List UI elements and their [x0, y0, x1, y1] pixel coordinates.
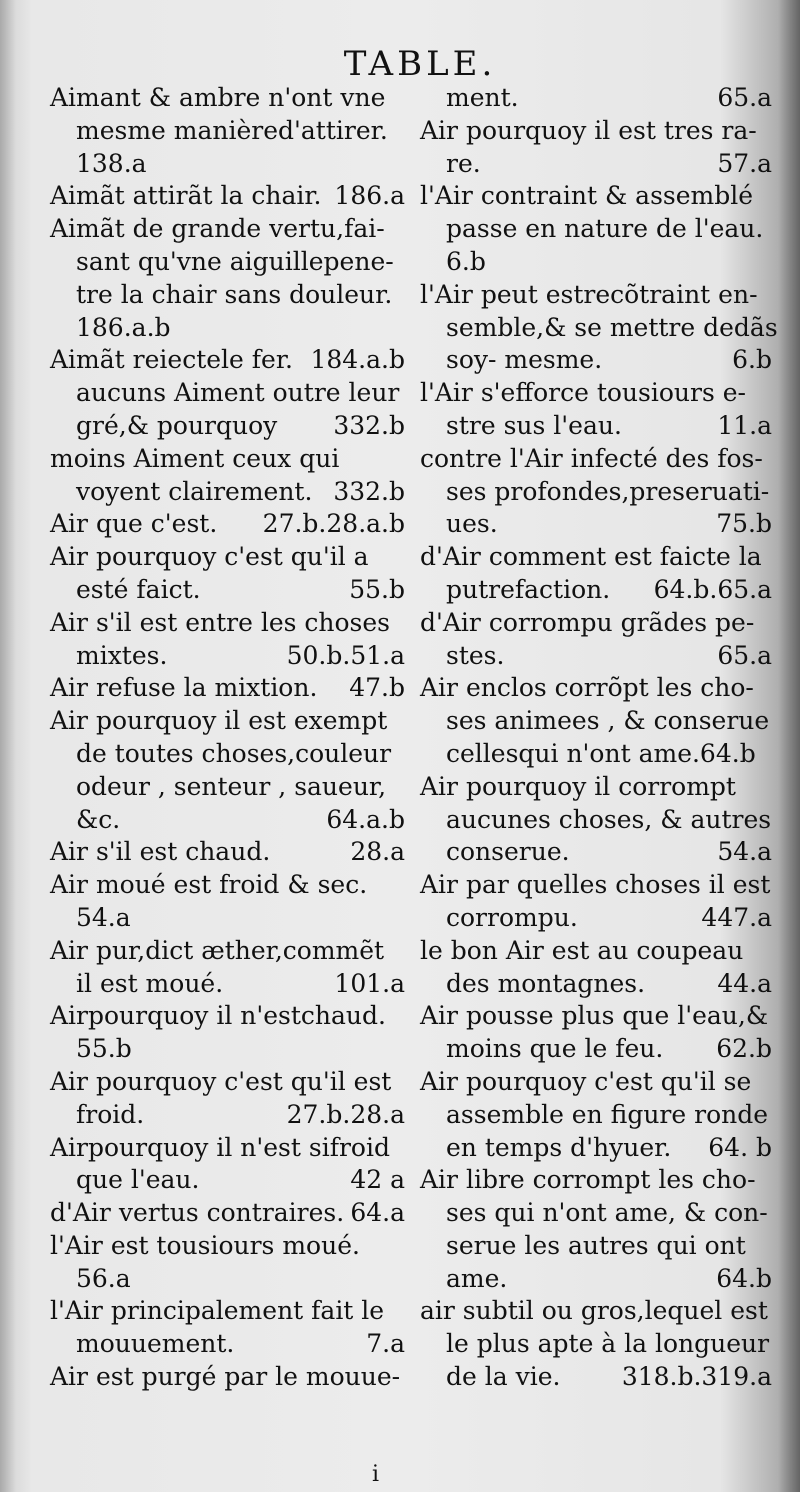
- entry-text: l'Air contraint & assemblé: [420, 181, 754, 211]
- page-reference: 64.b: [716, 1263, 772, 1293]
- entry-text: corrompu.: [446, 902, 578, 932]
- index-entry-line: [420, 508, 772, 541]
- entry-text: Air refuse la mixtion.: [50, 673, 318, 703]
- page-reference: 44.a: [717, 968, 772, 998]
- entry-text: en temps d'hyuer.: [446, 1132, 672, 1162]
- entry-text: mouuement.: [76, 1329, 235, 1359]
- entry-text: Air pourquoy il est tres ra-: [420, 115, 757, 145]
- index-entry-line: [420, 1328, 772, 1361]
- index-entry-line: [50, 1000, 405, 1033]
- entry-text: Air que c'est.: [50, 509, 218, 539]
- entry-text: Air enclos corrõpt les cho-: [420, 673, 754, 703]
- entry-text: que l'eau.: [76, 1165, 200, 1195]
- entry-text: Air pousse plus que l'eau,&: [420, 1001, 769, 1031]
- right-column: [420, 82, 778, 1394]
- entry-text: Air libre corrompt les cho-: [420, 1165, 756, 1195]
- index-entry-line: [50, 115, 405, 148]
- entry-text: Air pourquoy c'est qu'il se: [420, 1066, 752, 1096]
- page-reference: 28.a: [350, 837, 405, 867]
- entry-text: l'Air est tousiours moué.: [50, 1230, 360, 1260]
- entry-text: passe en nature de l'eau.: [446, 214, 764, 244]
- entry-text: air subtil ou gros,lequel est: [420, 1296, 768, 1326]
- index-entry-line: [50, 902, 405, 935]
- entry-text: ues.: [446, 509, 498, 539]
- entry-text: de toutes choses,couleur: [76, 738, 392, 768]
- index-entry-line: [50, 1230, 405, 1263]
- signature-mark: i: [372, 1462, 380, 1487]
- entry-text: mesme manièred'attirer.: [76, 115, 388, 145]
- entry-text: Air pur,dict æther,commẽt: [50, 935, 385, 965]
- page-reference: 47.b: [349, 673, 405, 703]
- entry-text: l'Air peut estrecõtraint en-: [420, 279, 758, 309]
- index-entry-line: [420, 672, 772, 705]
- index-columns: [0, 82, 800, 1422]
- entry-text: contre l'Air infecté des fos-: [420, 443, 763, 473]
- entry-text: Air pourquoy c'est qu'il est: [50, 1066, 392, 1096]
- entry-text: ses qui n'ont ame, & con-: [446, 1198, 768, 1228]
- index-entry-line: [420, 1066, 772, 1099]
- page-reference: 75.b: [716, 509, 772, 539]
- entry-text: mixtes.: [76, 640, 168, 670]
- index-entry-line: [50, 213, 405, 246]
- index-entry-line: [420, 377, 772, 410]
- index-entry-line: [420, 935, 772, 968]
- index-entry-line: [50, 410, 405, 443]
- index-entry-line: [50, 1263, 405, 1296]
- entry-text: Aimãt de grande vertu,fai-: [50, 214, 385, 244]
- index-entry-line: [50, 705, 405, 738]
- entry-text: assemble en figure ronde: [446, 1099, 769, 1129]
- page-reference: 6.b: [732, 345, 772, 375]
- index-entry-line: [420, 1033, 772, 1066]
- index-entry-line: [420, 1000, 772, 1033]
- entry-text: ses animees , & conserue: [446, 706, 770, 736]
- page-reference: 50.b.51.a: [286, 640, 405, 670]
- entry-text: de la vie.: [446, 1362, 561, 1392]
- index-entry-line: [420, 836, 772, 869]
- entry-text: putrefaction.: [446, 574, 611, 604]
- entry-text: sant qu'vne aiguillepene-: [76, 246, 394, 276]
- entry-text: d'Air corrompu grãdes pe-: [420, 607, 755, 637]
- index-entry-line: [420, 771, 772, 804]
- entry-text: Air moué est froid & sec.: [50, 870, 368, 900]
- index-entry-line: [420, 1099, 772, 1132]
- index-entry-line: [50, 935, 405, 968]
- entry-text: Aimãt reiectele fer.: [50, 345, 293, 375]
- entry-text: voyent clairement.: [76, 476, 313, 506]
- entry-text: ame.: [446, 1263, 508, 1293]
- entry-text: 55.b: [76, 1034, 132, 1064]
- entry-text: conserue.: [446, 837, 570, 867]
- index-entry-line: [50, 869, 405, 902]
- page-reference: 447.a: [701, 902, 772, 932]
- index-entry-line: [50, 1099, 405, 1132]
- entry-text: Air pourquoy il est exempt: [50, 706, 388, 736]
- index-entry-line: [420, 115, 772, 148]
- page-reference: 57.a: [717, 148, 772, 178]
- index-entry-line: [420, 443, 772, 476]
- index-entry-line: [50, 771, 405, 804]
- index-entry-line: [50, 968, 405, 1001]
- index-entry-line: [50, 377, 405, 410]
- index-entry-line: [420, 1361, 772, 1394]
- entry-text: Air pourquoy c'est qu'il a: [50, 542, 369, 572]
- entry-text: semble,& se mettre dedãs: [446, 312, 778, 342]
- page-reference: 186.a: [334, 181, 405, 211]
- index-entry-line: [50, 607, 405, 640]
- index-entry-line: [50, 1164, 405, 1197]
- entry-text: le plus apte à la longueur: [446, 1329, 770, 1359]
- entry-text: des montagnes.: [446, 968, 646, 998]
- index-entry-line: [420, 279, 772, 312]
- index-entry-line: [50, 312, 405, 345]
- entry-text: soy- mesme.: [446, 345, 603, 375]
- index-entry-line: [420, 410, 772, 443]
- entry-text: moins que le feu.: [446, 1034, 664, 1064]
- page-reference: 7.a: [366, 1329, 405, 1359]
- entry-text: ses profondes,preseruati-: [446, 476, 770, 506]
- page-reference: 42 a: [350, 1165, 405, 1195]
- entry-text: 54.a: [76, 902, 131, 932]
- entry-text: moins Aiment ceux qui: [50, 443, 340, 473]
- index-entry-line: [420, 1197, 772, 1230]
- index-entry-line: [50, 1197, 405, 1230]
- index-entry-line: [50, 804, 405, 837]
- index-entry-line: [50, 82, 405, 115]
- page-reference: 332.b: [333, 476, 405, 506]
- index-entry-line: [420, 705, 772, 738]
- entry-text: 6.b: [446, 246, 486, 276]
- page-reference: 65.a: [717, 83, 772, 112]
- page-reference: 318.b.319.a: [621, 1362, 772, 1392]
- index-entry-line: [50, 508, 405, 541]
- index-entry-line: [420, 1132, 772, 1165]
- entry-text: Air est purgé par le mouue-: [50, 1362, 401, 1392]
- index-entry-line: [420, 968, 772, 1001]
- page-reference: 64.a: [350, 1198, 405, 1228]
- page-reference: 64. b: [708, 1132, 772, 1162]
- index-entry-line: [420, 312, 778, 345]
- index-entry-line: [50, 640, 405, 673]
- index-entry-line: [50, 738, 405, 771]
- index-entry-line: [420, 574, 772, 607]
- entry-text: froid.: [76, 1099, 145, 1129]
- entry-text: Air s'il est entre les choses: [50, 607, 391, 637]
- entry-text: il est moué.: [76, 968, 224, 998]
- index-entry-line: [420, 180, 772, 213]
- entry-text: Air pourquoy il corrompt: [420, 771, 736, 801]
- index-entry-line: [50, 148, 405, 181]
- running-head: TABLE.: [343, 44, 497, 84]
- page-reference: 54.a: [717, 837, 772, 867]
- entry-text: gré,& pourquoy: [76, 410, 278, 440]
- entry-text: le bon Air est au coupeau: [420, 935, 744, 965]
- page-reference: 62.b: [716, 1034, 772, 1064]
- index-entry-line: [50, 1295, 405, 1328]
- entry-text: Aimãt attirãt la chair.: [50, 181, 322, 211]
- entry-text: esté faict.: [76, 574, 201, 604]
- entry-text: stre sus l'eau.: [446, 410, 622, 440]
- page-reference: 27.b.28.a.b: [262, 509, 405, 539]
- index-entry-line: [50, 541, 405, 574]
- index-entry-line: [420, 1295, 772, 1328]
- index-entry-line: [50, 672, 405, 705]
- index-entry-line: [50, 443, 405, 476]
- page-reference: 11.a: [717, 410, 772, 440]
- index-entry-line: [420, 246, 772, 279]
- index-entry-line: [420, 541, 772, 574]
- index-entry-line: [50, 1066, 405, 1099]
- index-entry-line: [50, 1361, 405, 1394]
- index-entry-line: [50, 1033, 405, 1066]
- index-entry-line: [420, 804, 772, 837]
- entry-text: odeur , senteur , saueur,: [76, 771, 387, 801]
- index-entry-line: [420, 607, 772, 640]
- entry-text: d'Air comment est faicte la: [420, 542, 762, 572]
- index-entry-line: [420, 148, 772, 181]
- entry-text: stes.: [446, 640, 505, 670]
- page-reference: 65.a: [717, 640, 772, 670]
- entry-text: l'Air principalement fait le: [50, 1296, 385, 1326]
- entry-text: Airpourquoy il n'estchaud.: [50, 1001, 386, 1031]
- page-reference: 55.b: [349, 574, 405, 604]
- entry-text: re.: [446, 148, 481, 178]
- page-reference: 64.b.65.a: [653, 574, 772, 604]
- index-entry-line: [50, 1328, 405, 1361]
- entry-text: aucunes choses, & autres: [446, 804, 772, 834]
- entry-text: cellesqui n'ont ame.64.b: [446, 738, 756, 768]
- entry-text: 138.a: [76, 148, 147, 178]
- entry-text: d'Air vertus contraires.: [50, 1198, 345, 1228]
- index-entry-line: [420, 1164, 772, 1197]
- entry-text: 56.a: [76, 1263, 131, 1293]
- index-entry-line: [50, 246, 405, 279]
- index-entry-line: [50, 1132, 405, 1165]
- entry-text: Airpourquoy il n'est sifroid: [50, 1132, 390, 1162]
- index-entry-line: [420, 1263, 772, 1296]
- entry-text: Air s'il est chaud.: [50, 837, 271, 867]
- entry-text: Aimant & ambre n'ont vne: [50, 83, 386, 112]
- page-reference: 101.a: [334, 968, 405, 998]
- index-entry-line: [50, 574, 405, 607]
- index-entry-line: [420, 640, 772, 673]
- entry-text: l'Air s'efforce tousiours e-: [420, 378, 746, 408]
- index-entry-line: [50, 279, 405, 312]
- entry-text: ment.: [446, 83, 519, 112]
- entry-text: Air par quelles choses il est: [420, 870, 771, 900]
- page-reference: 64.a.b: [326, 804, 405, 834]
- left-column: [50, 82, 405, 1394]
- page-reference: 184.a.b: [310, 345, 405, 375]
- index-entry-line: [420, 1230, 772, 1263]
- entry-text: aucuns Aiment outre leur: [76, 378, 400, 408]
- index-entry-line: [50, 836, 405, 869]
- index-entry-line: [420, 82, 772, 115]
- index-entry-line: [420, 476, 772, 509]
- index-entry-line: [420, 869, 772, 902]
- entry-text: &c.: [76, 804, 121, 834]
- index-entry-line: [420, 213, 772, 246]
- index-entry-line: [50, 476, 405, 509]
- entry-text: serue les autres qui ont: [446, 1230, 746, 1260]
- index-entry-line: [50, 344, 405, 377]
- page-reference: 27.b.28.a: [286, 1099, 405, 1129]
- index-entry-line: [50, 180, 405, 213]
- page-reference: 332.b: [333, 410, 405, 440]
- entry-text: 186.a.b: [76, 312, 171, 342]
- index-entry-line: [420, 344, 772, 377]
- index-entry-line: [420, 738, 772, 771]
- entry-text: tre la chair sans douleur.: [76, 279, 393, 309]
- index-entry-line: [420, 902, 772, 935]
